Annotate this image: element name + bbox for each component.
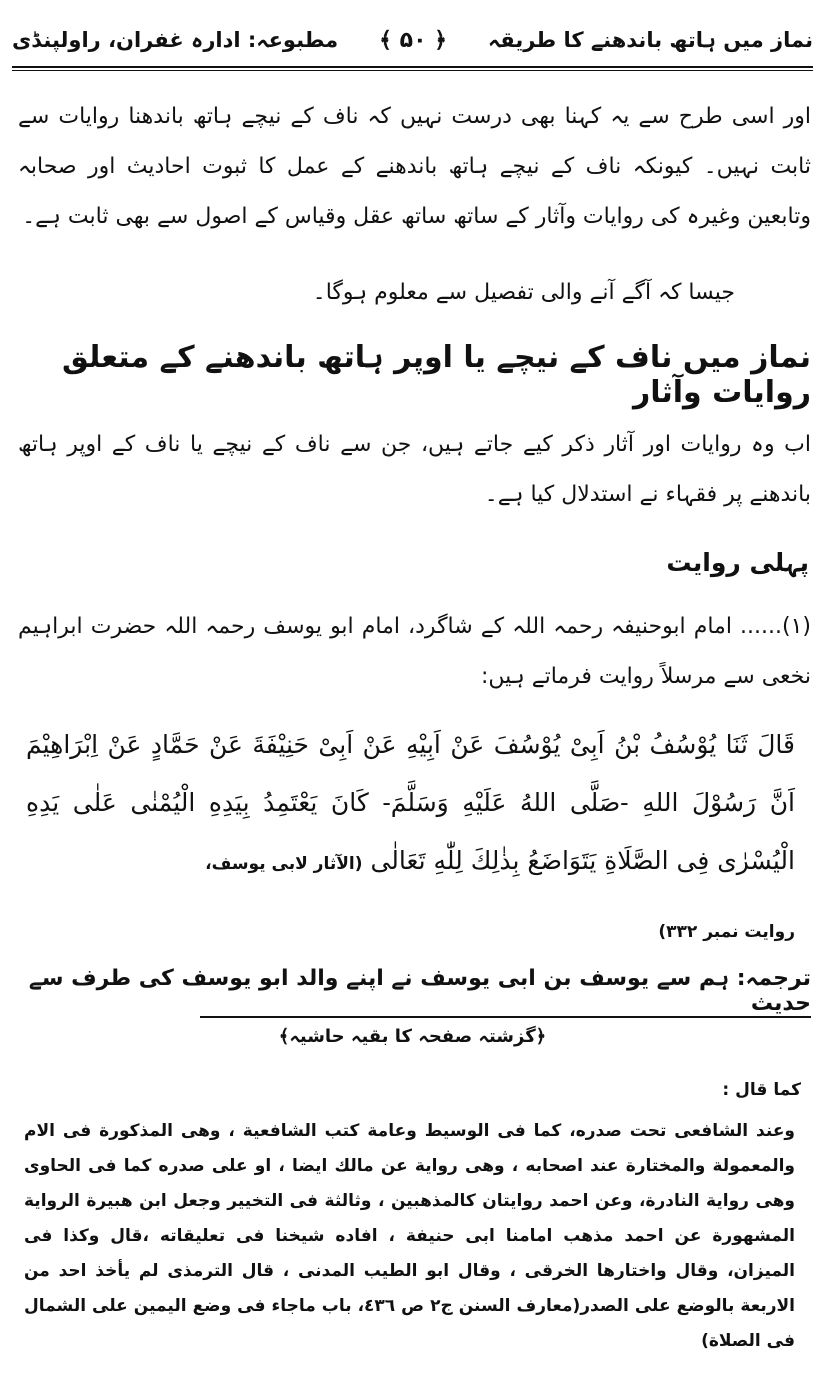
footnote-body: وعند الشافعی تحت صدره، كما فی الوسيط وعامة كتب الشافعية ، وهی المذكورة فی الام والمعمولة والمختارة عند اصحابه ، وهی رواية عن مالك ايضا ، او علی صدره كما فی الحاوی وهی رواية النادرة، وعن احمد روايتان كالمذهبين ، وثالثة فی التخيير وجعل ابن هبيرة الرواية المشهورة عن احمد مذهب امامنا ابی حنيفة ، افاده شيخنا فی تعليقاته ،قال وكذا فی الميزان، وقال واختارها الخرقی ، وقال ابو الطيب المدنی ، قال الترمذی لم يأخذ احد من الاربعة بالوضع علی الصدر(معارف السنن ج٢ ص ٤٣٦، باب ماجاء فی وضع اليمين علی الشمال فی الصلاة) xyxy=(24,1121,795,1351)
hadith-narration-number: روایت نمبر ۳۳۲) xyxy=(658,922,795,942)
first-narration-intro: (۱)...... امام ابوحنیفہ رحمہ اللہ کے شاگرد، امام ابو یوسف رحمہ اللہ حضرت ابراہیم نخعی سے مرسلاً روایت فرماتے ہیں: xyxy=(18,614,811,689)
header-rule-thin xyxy=(12,70,813,71)
footnote-separator xyxy=(200,1016,811,1018)
publisher-note: مطبوعہ: ادارہ غفران، راولپنڈی xyxy=(12,28,339,52)
hadith-source-reference: (الآثار لابی یوسف، xyxy=(205,854,363,874)
footnote-title: ﴿گزشتہ صفحہ کا بقیہ حاشیہ﴾ xyxy=(278,1026,547,1047)
section-heading: نماز میں ناف کے نیچے یا اوپر ہاتھ باندھنے کے متعلق روایات وآثار xyxy=(62,340,811,410)
footnote-label: كما قال : xyxy=(722,1080,801,1100)
closing-sentence: جیسا کہ آگے آنے والی تفصیل سے معلوم ہوگا۔ xyxy=(312,280,735,305)
arabic-hadith-body: قَالَ ثَنَا يُوْسُفُ بْنُ اَبِیْ يُوْسُفَ عَنْ اَبِيْهِ عَنْ اَبِیْ حَنِيْفَةَ عَنْ حَمَّادٍ عَنْ اِبْرَاهِيْمَ اَنَّ رَسُوْلَ اللهِ -صَلَّى اللهُ عَلَيْهِ وَسَلَّمَ- كَانَ يَعْتَمِدُ بِيَدِهِ الْيُمْنٰى عَلٰى يَدِهِ الْيُسْرٰى فِی الصَّلَاةِ يَتَوَاضَعُ بِذٰلِكَ لِلّٰهِ تَعَالٰى xyxy=(26,730,795,875)
section-intro: اب وہ روایات اور آثار ذکر کیے جاتے ہیں، جن سے ناف کے نیچے یا ناف کے اوپر ہاتھ باندھنے پر فقہاء نے استدلال کیا ہے۔ xyxy=(18,432,811,507)
page-header xyxy=(12,18,813,62)
book-title: نماز میں ہاتھ باندھنے کا طریقہ xyxy=(488,28,813,52)
translation-line: ترجمہ: ہم سے یوسف بن ابی یوسف نے اپنے والد ابو یوسف کی طرف سے حدیث xyxy=(28,966,811,1016)
first-narration-heading: پہلی روایت xyxy=(666,548,809,577)
opening-paragraph: اور اسی طرح سے یہ کہنا بھی درست نہیں کہ ناف کے نیچے ہاتھ باندھنا روایات سے ثابت نہیں۔ کیونکہ ناف کے نیچے ہاتھ باندھنے کے عمل کا ثبوت احادیث اور صحابہ وتابعین وغیرہ کی روایات وآثار کے ساتھ ساتھ عقل وقیاس کے اصول سے بھی ثابت ہے۔ xyxy=(18,104,811,229)
header-rule xyxy=(12,66,813,68)
arabic-hadith-text xyxy=(26,716,795,893)
page-number: ﴿ ۵۰ ﴾ xyxy=(379,27,448,53)
